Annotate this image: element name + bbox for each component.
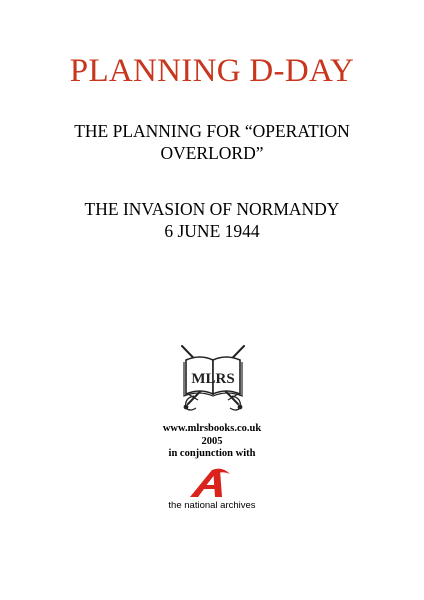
publication-year: 2005 bbox=[201, 435, 223, 447]
subtitle-line-2: OVERLORD” bbox=[160, 143, 264, 163]
subtitle-line-1: THE INVASION OF NORMANDY bbox=[84, 199, 340, 219]
national-archives-logo bbox=[186, 468, 242, 498]
national-archives-name: the national archives bbox=[168, 500, 256, 511]
page-title: PLANNING D-DAY bbox=[69, 53, 355, 89]
subtitle-invasion-normandy bbox=[0, 198, 424, 242]
publisher-website: www.mlrsbooks.co.uk bbox=[162, 423, 262, 434]
subtitle-line-1: THE PLANNING FOR “OPERATION bbox=[74, 121, 350, 141]
mlrs-logo bbox=[174, 338, 252, 414]
mlrs-logo-text: MLRS bbox=[191, 371, 235, 387]
book-with-crossed-swords-icon bbox=[174, 338, 252, 414]
subtitle-line-2: 6 JUNE 1944 bbox=[164, 221, 260, 241]
subtitle-operation-overlord bbox=[0, 120, 424, 164]
conjunction-text: in conjunction with bbox=[168, 448, 256, 459]
national-archives-a-icon bbox=[186, 468, 242, 498]
